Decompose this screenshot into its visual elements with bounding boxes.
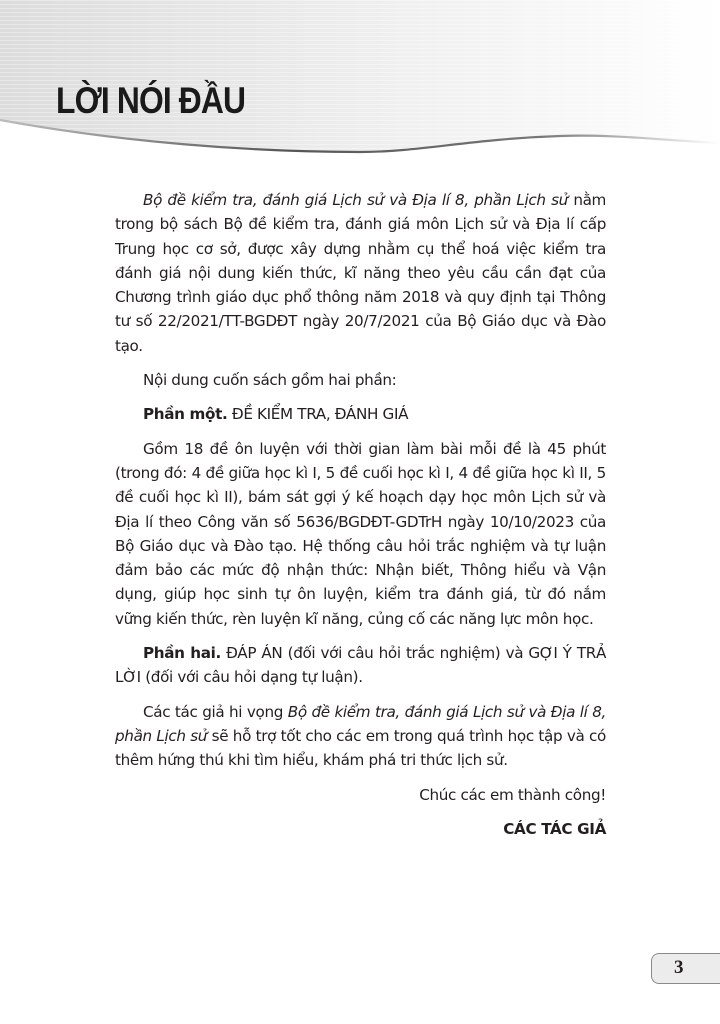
page-number: 3 (674, 957, 684, 978)
preface-body (115, 188, 606, 851)
closing-prefix: Các tác giả hi vọng (143, 702, 288, 721)
intro-text: nằm trong bộ sách Bộ đề kiểm tra, đánh giá môn Lịch sử và Địa lí cấp Trung học cơ sở, được xây dựng nhằm cụ thể hoá việc kiểm tra đánh giá nội dung kiến thức, kĩ năng theo yêu cầu cần đạt của Chương trình giáo dục phổ thông năm 2018 và quy định tại Thông tư số 22/2021/TT-BGDĐT ngày 20/7/2021 của Bộ Giáo dục và Đào tạo. (115, 191, 607, 355)
closing-paragraph (115, 700, 606, 773)
wish-line: Chúc các em thành công! (419, 785, 606, 804)
part-two-label: Phần hai. (143, 644, 221, 663)
closing-book-title-italic: Bộ đề kiểm tra, đánh giá Lịch sử và Địa lí 8, phần Lịch sử (115, 702, 606, 745)
part-one-title: ĐỀ KIỂM TRA, ĐÁNH GIÁ (227, 405, 409, 424)
part-one-heading (115, 402, 606, 426)
intro-paragraph (115, 188, 606, 358)
closing-suffix: sẽ hỗ trợ tốt cho các em trong quá trình học tập và có thêm hứng thú khi tìm hiểu, khám phá tri thức lịch sử. (115, 726, 606, 770)
part-one-label: Phần một. (143, 405, 228, 424)
part-two-title: ĐÁP ÁN (đối với câu hỏi trắc nghiệm) và GỢI Ý TRẢ LỜI (đối với câu hỏi dạng tự luận). (115, 644, 606, 687)
page-number-tab (651, 953, 720, 984)
part-one-description: Gồm 18 đề ôn luyện với thời gian làm bài mỗi đề là 45 phút (trong đó: 4 đề giữa học kì I, 5 đề cuối học kì I, 4 đề giữa học kì II, 5 đề cuối học kì II), bám sát gợi ý kế hoạch dạy học môn Lịch sử và Địa lí theo Công văn số 5636/BGDĐT-GDTrH ngày 10/10/2023 của Bộ Giáo dục và Đào tạo. Hệ thống câu hỏi trắc nghiệm và tự luận đảm bảo các mức độ nhận thức: Nhận biết, Thông hiểu và Vận dụng, giúp học sinh tự ôn luyện, kiểm tra đánh giá, từ đó nắm vững kiến thức, rèn luyện kĩ năng, củng cố các năng lực môn học. (115, 439, 606, 628)
page-header-banner (0, 0, 720, 170)
authors-signature: CÁC TÁC GIẢ (503, 819, 606, 838)
part-two-heading (115, 641, 606, 690)
book-title-italic: Bộ đề kiểm tra, đánh giá Lịch sử và Địa lí 8, phần Lịch sử (143, 191, 568, 209)
page-title: LỜI NÓI ĐẦU (56, 80, 246, 121)
contents-intro-paragraph: Nội dung cuốn sách gồm hai phần: (143, 371, 397, 390)
